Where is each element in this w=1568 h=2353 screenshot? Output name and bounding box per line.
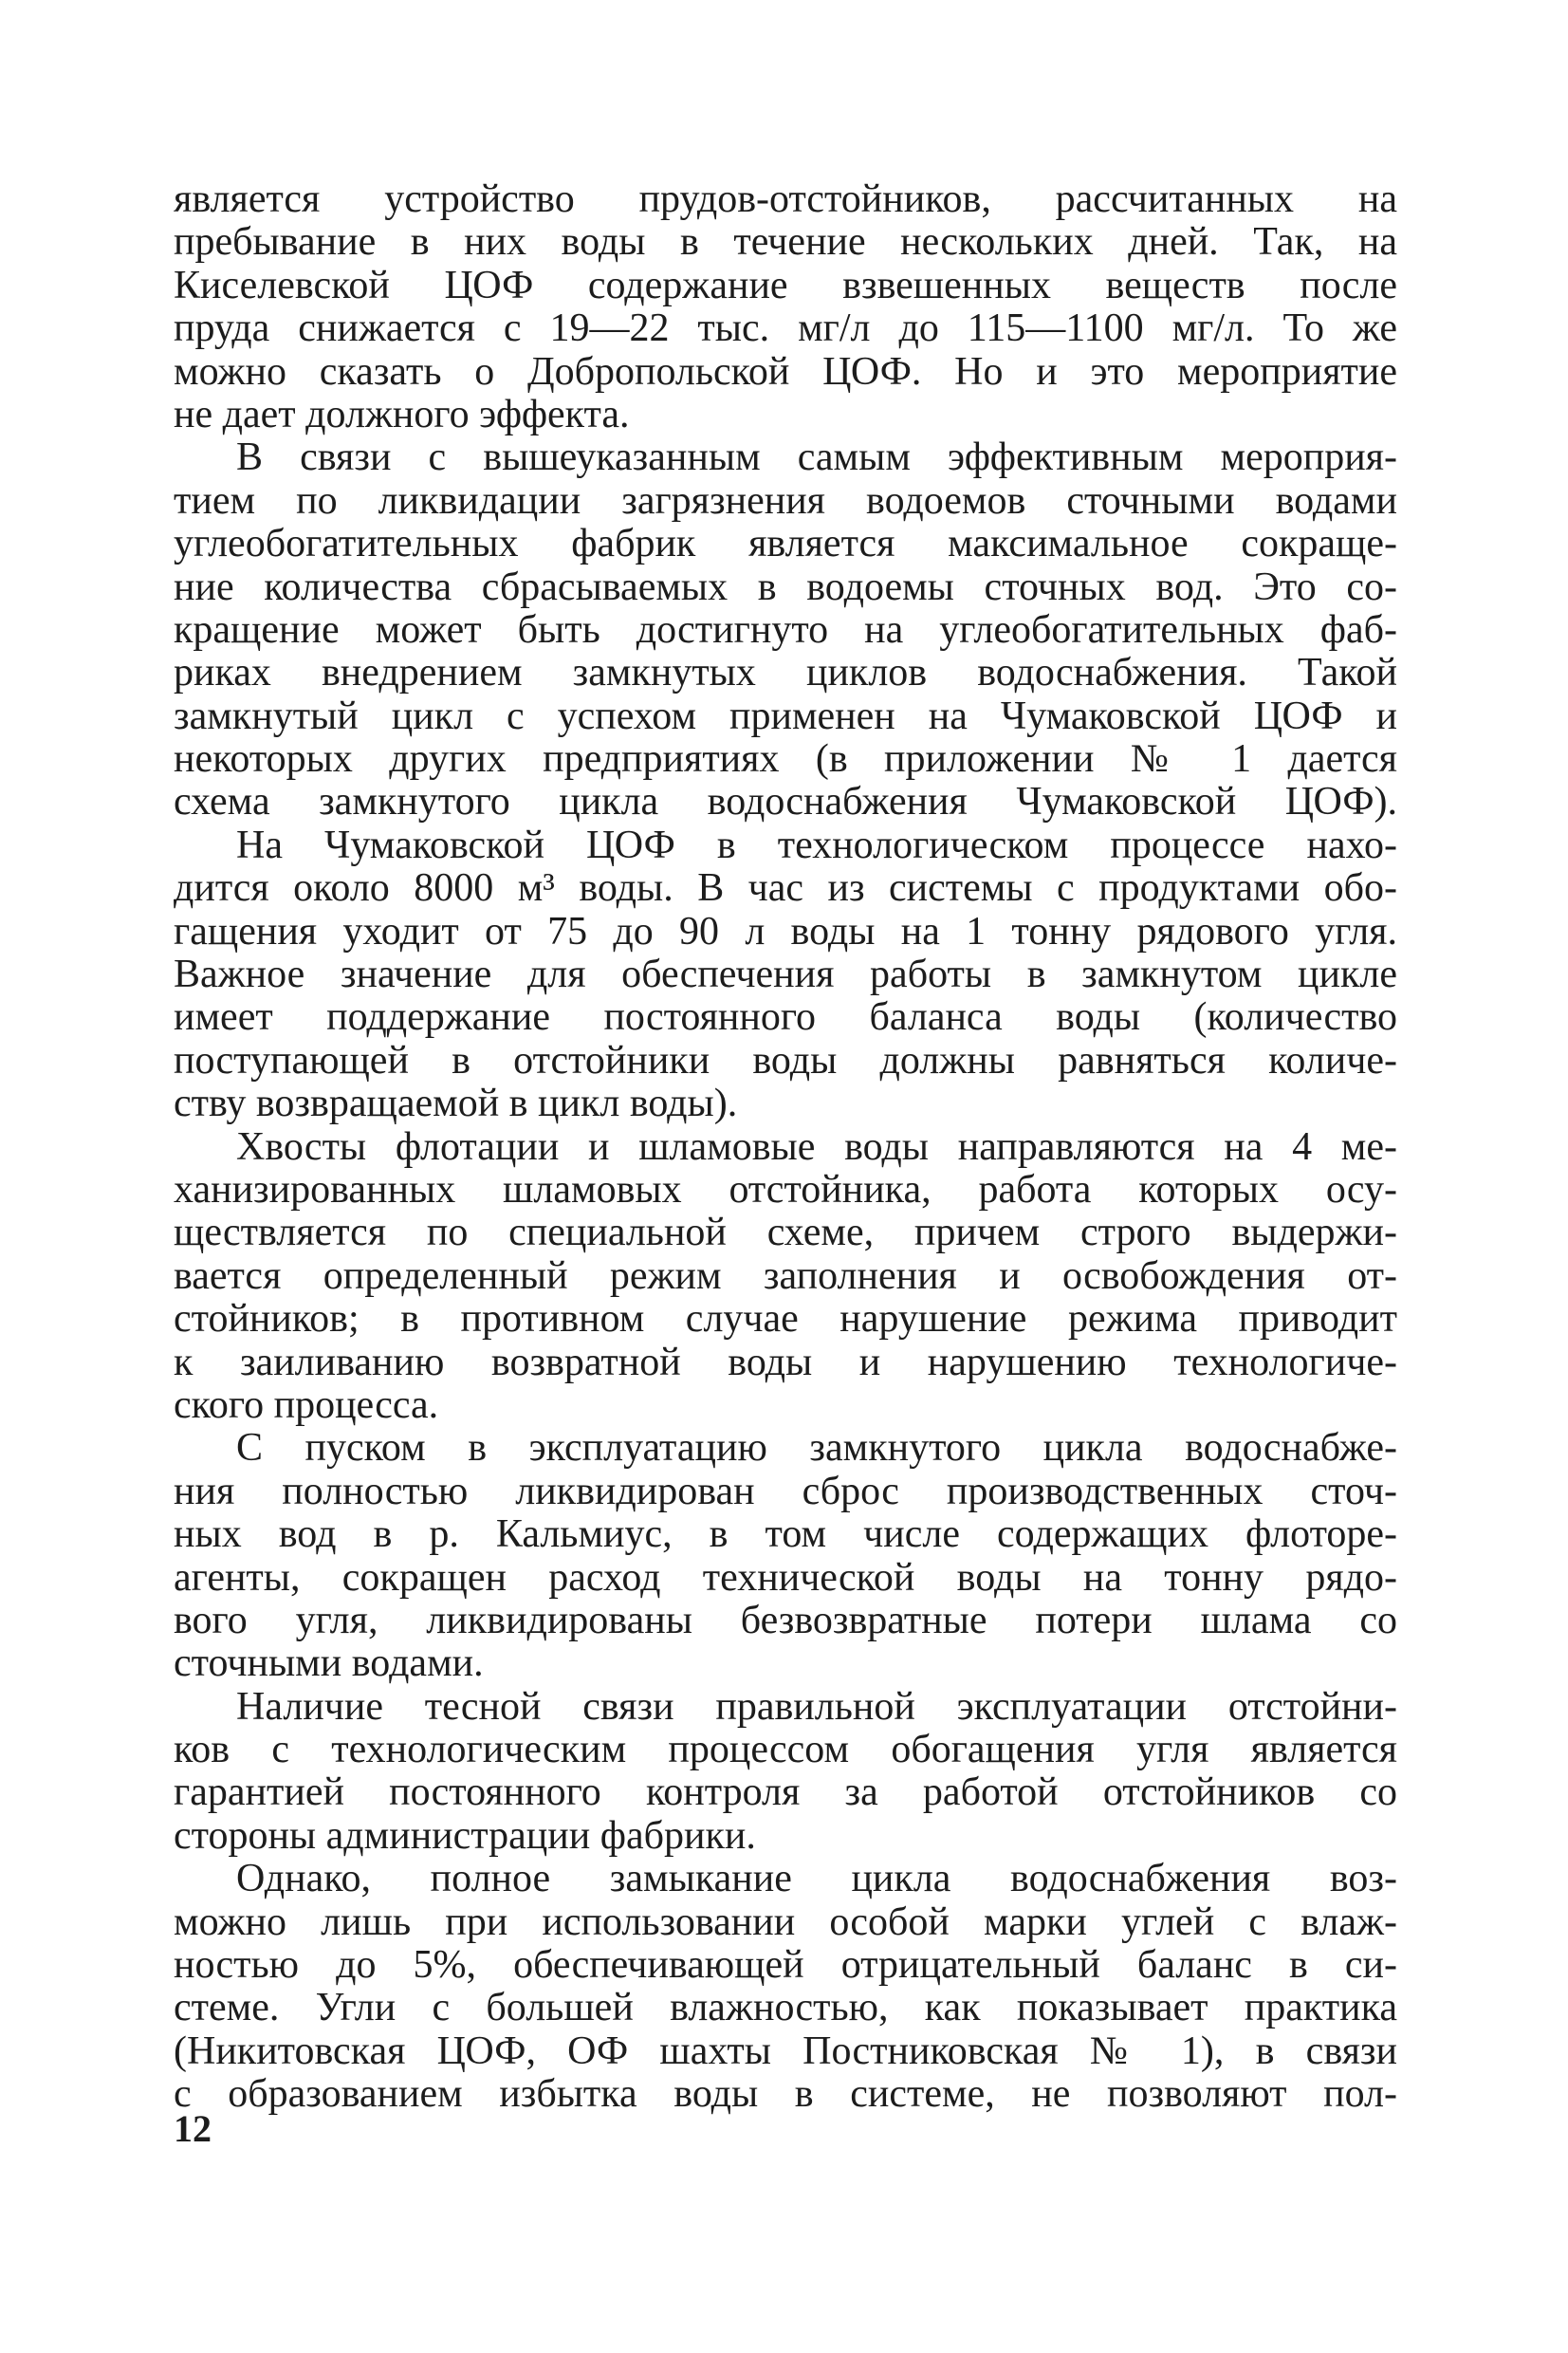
text-line: является устройство прудов-отстойников, рассчитанных на	[174, 178, 1397, 221]
body-text	[174, 178, 1397, 2117]
text-line: можно лишь при использовании особой марки углей с влаж-	[174, 1900, 1397, 1944]
text-line: поступающей в отстойники воды должны равняться количе-	[174, 1039, 1397, 1083]
text-line: Важное значение для обеспечения работы в замкнутом цикле	[174, 954, 1397, 997]
text-line: тием по ликвидации загрязнения водоемов сточными водами	[174, 479, 1397, 523]
text-line: вается определенный режим заполнения и освобождения от-	[174, 1254, 1397, 1298]
text-line: схема замкнутого цикла водоснабжения Чумаковской ЦОФ).	[174, 781, 1397, 824]
text-line: ния полностью ликвидирован сброс производственных сточ-	[174, 1470, 1397, 1513]
text-line: Киселевской ЦОФ содержание взвешенных веществ после	[174, 264, 1397, 307]
text-line: имеет поддержание постоянного баланса воды (количество	[174, 996, 1397, 1040]
text-line: не дает должного эффекта.	[174, 393, 630, 436]
text-line: с образованием избытка воды в системе, не позволяют пол-	[174, 2073, 1397, 2117]
text-line: сточными водами.	[174, 1642, 484, 1686]
text-line: ществляется по специальной схеме, причем строго выдержи-	[174, 1212, 1397, 1255]
text-line: Однако, полное замыкание цикла водоснабжения воз-	[236, 1858, 1397, 1901]
text-line: гащения уходит от 75 до 90 л воды на 1 тонну рядового угля.	[174, 910, 1397, 954]
text-line: стеме. Угли с большей влажностью, как показывает практика	[174, 1987, 1397, 2030]
text-line: гарантией постоянного контроля за работой отстойников со	[174, 1771, 1397, 1815]
text-line: риках внедрением замкнутых циклов водоснабжения. Такой	[174, 652, 1397, 695]
text-line: ского процесса.	[174, 1383, 439, 1427]
text-line: ных вод в р. Кальмиус, в том числе содержащих флоторе-	[174, 1513, 1397, 1557]
text-line: стойников; в противном случае нарушение режима приводит	[174, 1298, 1397, 1342]
text-line: ние количества сбрасываемых в водоемы сточных вод. Это со-	[174, 565, 1397, 609]
text-line: вого угля, ликвидированы безвозвратные потери шлама со	[174, 1599, 1397, 1642]
text-line: ностью до 5%, обеспечивающей отрицательный баланс в си-	[174, 1944, 1397, 1988]
text-line: пруда снижается с 19—22 тыс. мг/л до 115—1100 мг/л. То же	[174, 307, 1397, 351]
text-line: Наличие тесной связи правильной эксплуатации отстойни-	[236, 1685, 1397, 1729]
text-line: С пуском в эксплуатацию замкнутого цикла водоснабже-	[236, 1427, 1397, 1471]
text-line: пребывание в них воды в течение нескольких дней. Так, на	[174, 221, 1397, 265]
text-line: углеобогатительных фабрик является максимальное сокраще-	[174, 523, 1397, 566]
text-line: к заиливанию возвратной воды и нарушению технологиче-	[174, 1341, 1397, 1384]
text-line: стороны администрации фабрики.	[174, 1814, 756, 1858]
text-line: ханизированных шламовых отстойника, работа которых осу-	[174, 1168, 1397, 1212]
page-number: 12	[174, 2107, 212, 2150]
text-line: замкнутый цикл с успехом применен на Чумаковской ЦОФ и	[174, 695, 1397, 738]
text-line: ству возвращаемой в цикл воды).	[174, 1083, 738, 1126]
text-line: дится около 8000 м³ воды. В час из системы с продуктами обо-	[174, 867, 1397, 911]
text-line: Хвосты флотации и шламовые воды направляются на 4 ме-	[236, 1125, 1397, 1169]
text-line: кращение может быть достигнуто на углеобогатительных фаб-	[174, 608, 1397, 652]
text-line: некоторых других предприятиях (в приложении № 1 дается	[174, 738, 1397, 782]
text-line: На Чумаковской ЦОФ в технологическом процессе нахо-	[236, 824, 1397, 867]
text-line: В связи с вышеуказанным самым эффективным мероприя-	[236, 436, 1397, 480]
text-line: агенты, сокращен расход технической воды на тонну рядо-	[174, 1556, 1397, 1600]
text-line: можно сказать о Добропольской ЦОФ. Но и это мероприятие	[174, 350, 1397, 394]
text-line: ков с технологическим процессом обогащения угля является	[174, 1729, 1397, 1772]
text-line: (Никитовская ЦОФ, ОФ шахты Постниковская № 1), в связи	[174, 2029, 1397, 2073]
